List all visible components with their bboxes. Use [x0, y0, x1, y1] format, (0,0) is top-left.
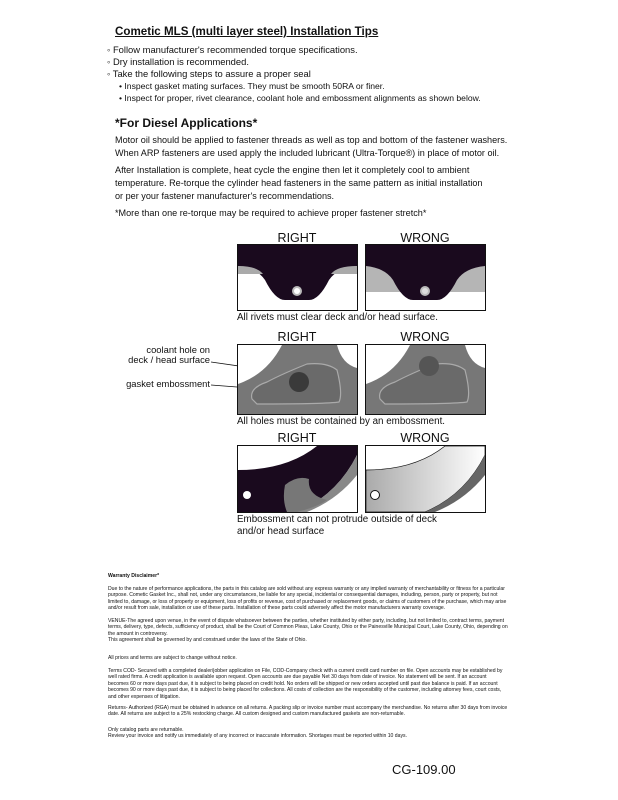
tip-item: ◦ Follow manufacturer's recommended torque specifications. [107, 44, 358, 55]
embossment-right-diagram [237, 445, 358, 513]
tip-text: Take the following steps to assure a proper seal [112, 68, 311, 79]
right-label: RIGHT [277, 231, 317, 245]
wrong-label: WRONG [400, 431, 450, 445]
caption-embossment: and/or head surface [237, 526, 325, 537]
diesel-para2-line: or per your fastener manufacturer's recommendations. [115, 191, 335, 201]
right-label: RIGHT [277, 330, 317, 344]
diesel-note: *More than one re-torque may be required to achieve proper fastener stretch* [115, 208, 427, 218]
sub-tip-text: Inspect gasket mating surfaces. They must be smooth 50RA or finer. [124, 81, 385, 91]
rivet-right-diagram [237, 244, 358, 311]
sub-tip-text: Inspect for proper, rivet clearance, coolant hole and embossment alignments as shown below. [124, 93, 481, 103]
sub-tip-item: • Inspect gasket mating surfaces. They must be smooth 50RA or finer. [119, 81, 385, 91]
diesel-para2-line: After Installation is complete, heat cycle the engine then let it completely cool to ambient [115, 165, 470, 175]
embossment-wrong-diagram [365, 445, 486, 513]
sub-tip-item: • Inspect for proper, rivet clearance, coolant hole and embossment alignments as shown below. [119, 93, 481, 103]
callout-coolant-hole: coolant hole on [146, 344, 210, 355]
warranty-paragraph: All prices and terms are subject to change without notice. [108, 655, 237, 661]
warranty-paragraph: Terms COD- Secured with a completed dealer/jobber application on File, COD-Company check with a current credit card number on file. Open accounts may be established by well rated firms. A credit application is available upon request. Open accounts are due payable Net 30 days from date of invoice. No statement will be sent. If an account becomes 60 or more days past due, it is subject to being placed on credit hold. No orders will be shipped or new orders accepted until past due balance is paid. If an account becomes 90 or more days past due, it is subject to being placed for collections. All costs of collection are the responsibility of the customer, including attorney fees, court costs, and other expenses of litigation. [108, 668, 503, 700]
diesel-para1-line: Motor oil should be applied to fastener threads as well as top and bottom of the fastener washers. [115, 135, 508, 145]
warranty-paragraph: Returns- Authorized (RGA) must be obtained in advance on all returns. A packing slip or invoice number must accompany the merchandise. No returns after 30 days from invoice date. All returns are subject to a 25% restocking charge. All custom designed and custom manufactured gaskets are non-returnable. [108, 705, 508, 718]
callout-gasket-embossment: gasket embossment [126, 378, 210, 389]
tip-text: Dry installation is recommended. [112, 56, 249, 67]
warranty-paragraph: VENUE-The agreed upon venue, in the event of dispute whatsoever between the parties, whether instituted by either party, including, but not limited to, contract terms, payment terms, delivery, type, defects, sufficiency of product, shall be the Court of Common Pleas, Lake County, Ohio or the Painesville Municipal Court, Lake County, Ohio, depending on the amount in controversy. This agreement shall be governed by and construed under the laws of the State of Ohio. [108, 618, 508, 644]
diesel-heading: *For Diesel Applications* [115, 116, 258, 130]
caption-rivets: All rivets must clear deck and/or head surface. [237, 312, 438, 323]
tip-item: ◦ Take the following steps to assure a proper seal [107, 68, 311, 79]
warranty-heading: Warranty Disclaimer* [108, 573, 160, 579]
caption-holes: All holes must be contained by an embossment. [237, 416, 446, 427]
caption-embossment: Embossment can not protrude outside of deck [237, 514, 437, 525]
page-reference: CG-109.00 [392, 762, 456, 777]
right-label: RIGHT [277, 431, 317, 445]
page-title: Cometic MLS (multi layer steel) Installation Tips [115, 25, 379, 38]
warranty-paragraph: Due to the nature of performance applications, the parts in this catalog are sold without any express warranty or any implied warranty of merchantability or fitness for a particular purpose. Cometic Gasket Inc., shall not, under any circumstances, be liable for any special, incidental or consequential damages, including, person, party or property, but not limited to, damage, or loss of property or equipment, loss of profits or revenue, cost of purchased or replacement goods, or claims of customers of the purchase, which may arise and/or result from sale, installation or use of these parts. Installation of these parts could adversely affect the motor manufacturers warranty coverage. [108, 586, 507, 612]
tip-text: Follow manufacturer's recommended torque specifications. [112, 44, 358, 55]
diesel-para2-line: temperature. Re-torque the cylinder head fasteners in the same pattern as initial installation [115, 178, 483, 188]
rivet-wrong-diagram [365, 244, 486, 311]
diesel-para1-line: When ARP fasteners are used apply the included lubricant (Ultra-Torque®) in place of motor oil. [115, 148, 500, 158]
tip-item: ◦ Dry installation is recommended. [107, 56, 249, 67]
wrong-label: WRONG [400, 330, 450, 344]
warranty-paragraph: Only catalog parts are returnable. Review your invoice and notify us immediately of any incorrect or inaccurate information. Shortages must be reported within 10 days. [108, 727, 407, 740]
hole-wrong-diagram [365, 344, 486, 415]
hole-right-diagram [237, 344, 358, 415]
callout-coolant-hole: deck / head surface [128, 354, 210, 365]
wrong-label: WRONG [400, 231, 450, 245]
